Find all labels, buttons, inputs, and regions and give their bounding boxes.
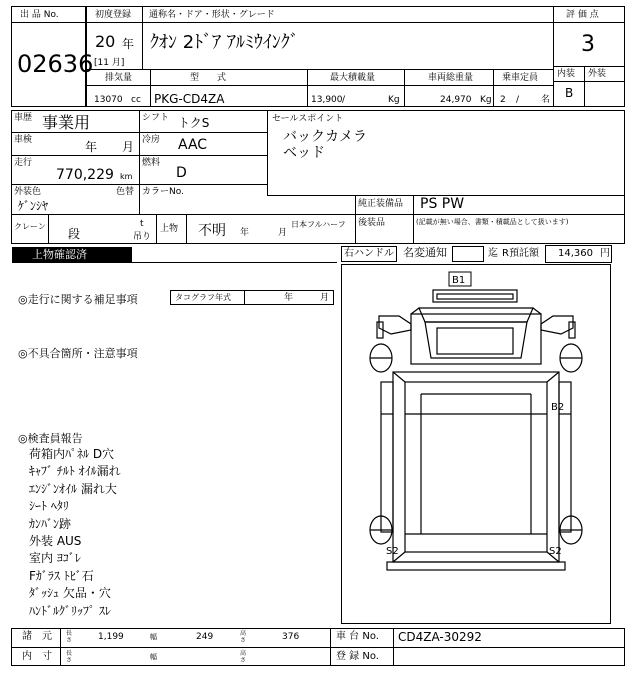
capacity-value: 2 [500,95,506,105]
name-label: 通称名・ドア・形状・グレード [149,10,275,20]
history-value: 事業用 [42,113,91,132]
deadline-label: 迄 [488,248,498,259]
lot-number: 02636 [17,50,94,78]
chassis-number: CD4ZA-30292 [398,630,482,644]
first-reg-year: 20 [95,32,116,51]
upper-value: 不明 [198,223,226,239]
retrofit-label: 後装品 [358,218,386,228]
mark-s2-right: S2 [549,546,562,557]
report-line: ｼｰﾄ ﾍﾀﾘ [29,499,69,514]
model-label: 型 式 [190,73,227,83]
mileage-value: 770,229 [56,167,114,183]
dims-label: 諸 元 [22,631,52,642]
recycle-amount: 14,360 [558,248,593,259]
displacement-unit: cc [131,95,141,105]
mark-b2: B2 [551,402,565,413]
report-line: ｷｬﾌﾞ ﾁﾙﾄ ｵｲﾙ漏れ [29,464,121,479]
inspector-label: ◎検査員報告 [18,432,83,445]
equipment-value: PS PW [420,196,465,212]
report-line: 荷箱内ﾊﾟﾈﾙ D穴 [29,447,115,461]
inspection-banner: 上物確認済 [12,247,132,262]
interior-label: 内装 [557,69,576,79]
interior-grade: B [565,86,574,100]
sales-label: セールスポイント [272,114,344,124]
mark-b1: B1 [452,275,466,286]
color-label: 外装色 [14,187,42,197]
defects-label: ◎不具合箇所・注意事項 [18,347,138,360]
report-line: ﾀﾞｯｼｭ 欠品・穴 [29,586,111,601]
retrofit-note: (記載が無い場合、書類・積載品として扱います) [416,218,569,226]
name-change-label: 名変通知 [403,246,447,259]
width-value: 249 [196,632,214,642]
report-line: Fｶﾞﾗｽ ﾄﾋﾞ石 [29,568,94,583]
first-reg-month: [11 月] [94,58,125,68]
displacement-label: 排気量 [105,73,133,83]
ac-value: AAC [178,137,208,153]
inspection-year: 年 [85,140,98,154]
running-notes-label: ◎走行に関する補足事項 [18,293,138,306]
tachograph-year: 年 [284,293,294,303]
height-label: 高さ [240,630,247,644]
report-line: 室内 ﾖｺﾞﾚ [29,551,81,566]
model-value: PKG-CD4ZA [154,92,225,106]
inspector-report-list [29,446,121,620]
lot-label: 出 品 No. [20,10,59,20]
right-handle: 右ハンドル [344,248,394,259]
length-label: 長さ [66,630,73,644]
length-value: 1,199 [98,632,124,642]
inner-height-label: 高さ [240,650,247,664]
report-line: ｴﾝｼﾞﾝｵｲﾙ 漏れ大 [29,481,117,496]
ac-label: 冷房 [142,135,161,145]
history-label: 車歴 [14,113,33,123]
tachograph-month: 月 [320,293,330,303]
shift-label: シフト [142,113,170,123]
crane-ton: t [140,219,144,229]
capacity-slash: / [516,95,520,105]
score-label: 評 価 点 [566,10,599,20]
truck-diagram [341,264,611,624]
tachograph-label: タコグラフ年式 [175,293,231,302]
name-change-box [452,246,484,262]
color-no-label: カラーNo. [142,187,184,197]
report-line: ﾊﾝﾄﾞﾙｸﾞﾘｯﾌﾟ ｽﾚ [29,603,111,618]
width-label: 幅 [150,633,157,641]
upper-year: 年 [240,228,250,238]
mileage-unit: km [120,172,133,181]
upper-month: 月 [278,228,288,238]
inspection-month: 月 [122,140,135,154]
exterior-label: 外装 [588,69,607,79]
height-value: 376 [282,632,300,642]
capacity-unit: 名 [541,95,551,105]
report-line: 外装 AUS [29,534,82,549]
max-load-value: 13,900 [311,95,343,105]
color-value: ｹﾞﾝｼﾔ [18,199,49,213]
max-load-label: 最大積載量 [330,73,376,83]
gvw-unit: Kg [480,95,492,105]
fuel-label: 燃料 [142,158,161,168]
inner-length-label: 長さ [66,650,73,664]
score-value: 3 [581,32,595,57]
fuel-value: D [176,165,187,181]
recycle-unit: 円 [600,248,610,259]
crane-label: クレーン [14,222,46,231]
color-change-label: 色替 [116,187,135,197]
year-char: 年 [122,37,135,51]
sales-point-2: ベッド [283,145,325,161]
gvw-label: 車両総重量 [428,73,474,83]
mark-s2-left: S2 [386,546,399,557]
crane-hook: 吊り [133,232,152,242]
chassis-label: 車 台 No. [336,631,379,642]
mileage-label: 走行 [14,158,33,168]
displacement-value: 13070 [94,95,123,105]
max-load-unit: Kg [388,95,400,105]
inspection-label: 車検 [14,135,33,145]
gvw-value: 24,970 [440,95,472,105]
registration-label: 登 録 No. [336,651,379,662]
first-reg-label: 初度登録 [95,10,132,20]
max-load-slash: / [342,95,346,105]
equipment-label: 純正装備品 [358,199,404,209]
upper-label: 上物 [160,224,179,234]
inner-dims-label: 内 寸 [22,651,52,662]
crane-step: 段 [68,227,81,241]
report-line: ｶﾝﾊﾞﾝ跡 [29,516,72,531]
car-name: ｸｵﾝ 2ﾄﾞｱ ｱﾙﾐｳｲﾝｸﾞ [150,32,299,53]
body-maker: 日本フルハーフ [291,220,346,229]
sales-point-1: バックカメラ [283,129,367,145]
inner-width-label: 幅 [150,653,157,661]
recycle-label: R預託額 [502,248,539,259]
shift-value: トクS [178,116,210,130]
capacity-label: 乗車定員 [502,73,539,83]
